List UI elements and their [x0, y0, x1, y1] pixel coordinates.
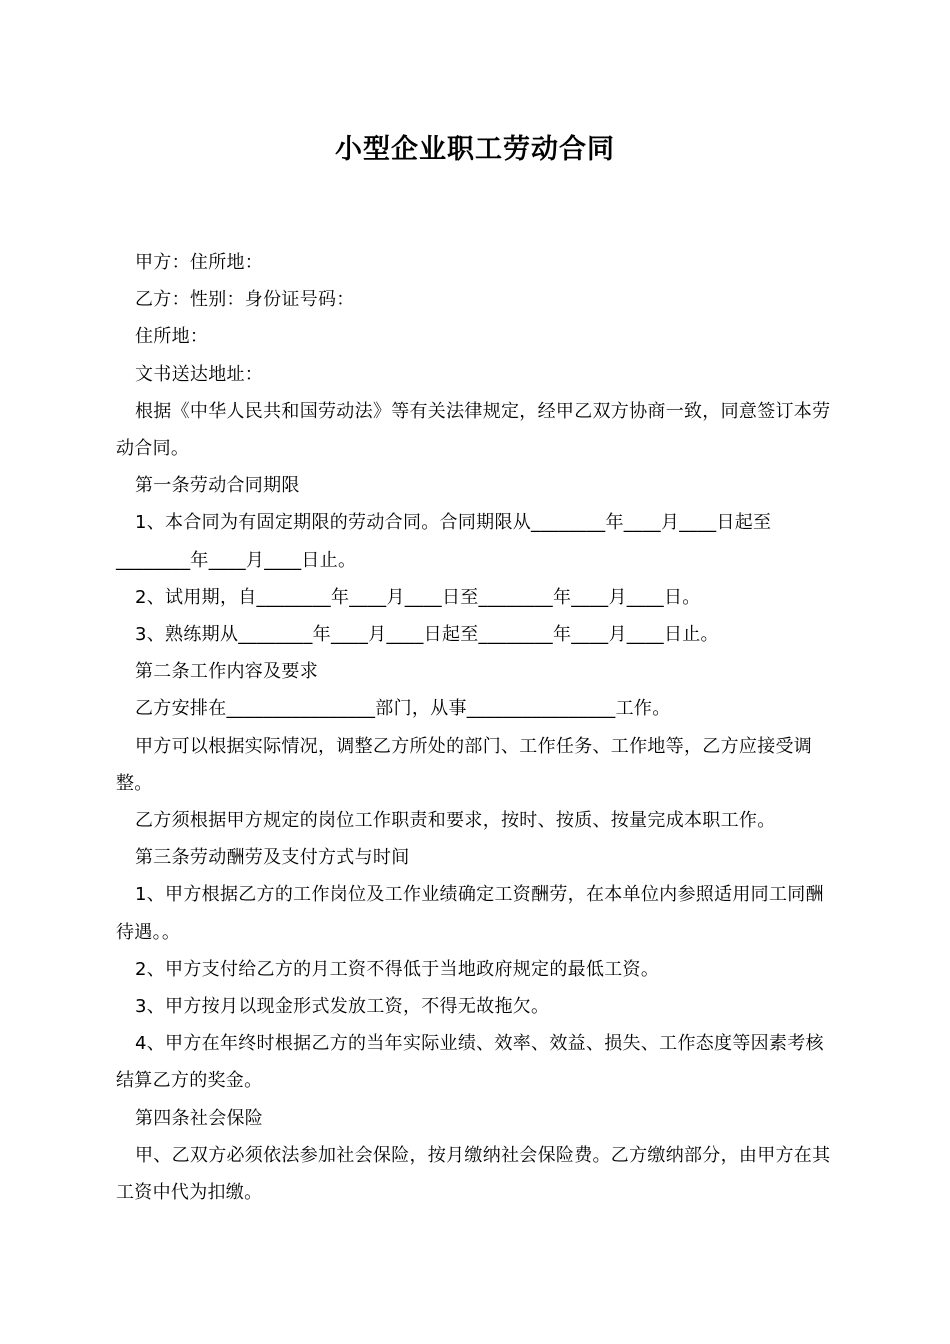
paragraph-residence: 住所地：	[135, 326, 209, 348]
clause-3-1: 1、甲方根据乙方的工作岗位及工作业绩确定工资酬劳，在本单位内参照适用同工同酬待遇。。	[116, 884, 824, 943]
section-heading-3: 第三条劳动酬劳及支付方式与时间	[135, 847, 410, 869]
clause-4-1: 甲、乙双方必须依法参加社会保险，按月缴纳社会保险费。乙方缴纳部分，由甲方在其工资中代为扣缴。	[116, 1144, 831, 1204]
document-body	[116, 244, 836, 1211]
clause-3-3: 3、甲方按月以现金形式发放工资，不得无故拖欠。	[135, 996, 550, 1018]
clause-3-2: 2、甲方支付给乙方的月工资不得低于当地政府规定的最低工资。	[135, 958, 660, 980]
section-heading-2: 第二条工作内容及要求	[135, 661, 318, 683]
clause-2-3: 乙方须根据甲方规定的岗位工作职责和要求，按时、按质、按量完成本职工作。	[135, 810, 776, 832]
paragraph-service-address: 文书送达地址：	[135, 363, 264, 385]
clause-1-1: 1、本合同为有固定期限的劳动合同。合同期限从________年____月____日起至________年____月____日止。	[116, 512, 772, 571]
section-heading-4: 第四条社会保险	[135, 1107, 264, 1129]
clause-3-4: 4、甲方在年终时根据乙方的当年实际业绩、效率、效益、损失、工作态度等因素考核结算乙方的奖金。	[116, 1033, 824, 1092]
paragraph-preamble: 根据《中华人民共和国劳动法》等有关法律规定，经甲乙双方协商一致，同意签订本劳动合同。	[116, 400, 831, 460]
paragraph-party-b: 乙方：性别：身份证号码：	[135, 289, 355, 311]
clause-2-1: 乙方安排在________________部门，从事________________工作。	[135, 698, 671, 720]
section-heading-1: 第一条劳动合同期限	[135, 475, 300, 497]
clause-2-2: 甲方可以根据实际情况，调整乙方所处的部门、工作任务、工作地等，乙方应接受调整。	[116, 735, 813, 794]
clause-1-2: 2、试用期，自________年____月____日至________年____月____日。	[135, 586, 701, 608]
document-title: 小型企业职工劳动合同	[335, 134, 615, 165]
clause-1-3: 3、熟练期从________年____月____日起至________年____月____日止。	[135, 624, 719, 646]
paragraph-party-a: 甲方：住所地：	[135, 252, 264, 273]
